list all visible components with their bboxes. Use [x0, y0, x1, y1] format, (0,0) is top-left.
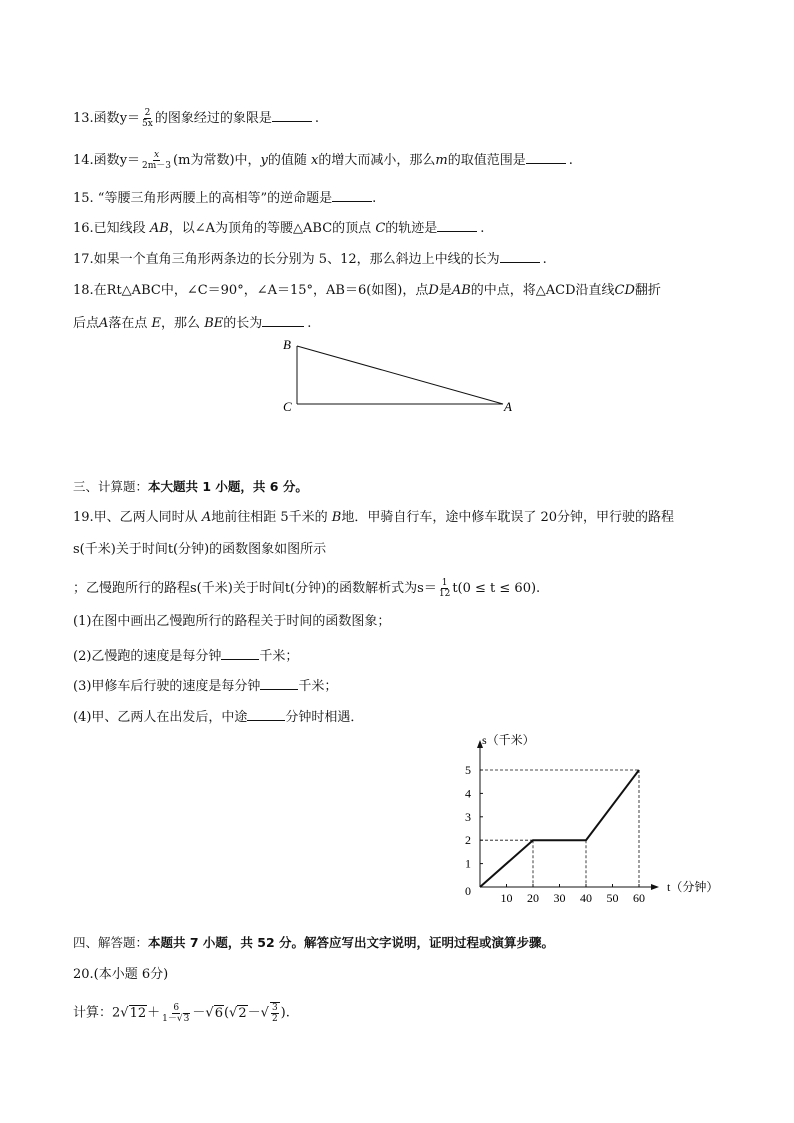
y-tick-label: 2	[465, 833, 471, 848]
answer-blank[interactable]	[437, 219, 477, 232]
x-tick-label: 60	[633, 891, 645, 905]
q19-text5: ；乙慢跑所行的路程s(千米)关于时间t(分钟)的函数解析式为s＝	[73, 581, 437, 596]
q20-den: 1－√3	[162, 1013, 190, 1024]
question-18-line1	[73, 283, 661, 299]
sec3-prefix: 三、计算题：	[73, 479, 149, 494]
triangle-figure	[275, 333, 525, 418]
q14-text4: 的取值范围是	[447, 153, 526, 168]
chart-labels	[465, 732, 718, 905]
label-b: B	[283, 337, 291, 352]
question-19-part2	[73, 647, 298, 665]
q20-den-r: 3	[183, 1013, 190, 1024]
q20-open: (	[223, 1005, 230, 1021]
origin-label: 0	[465, 884, 471, 898]
q18-var-d: D	[428, 283, 439, 298]
q20-radicand3: 6	[214, 1005, 223, 1021]
section-4-heading	[73, 935, 554, 951]
answer-blank[interactable]	[272, 109, 312, 122]
q15-text: 15. “等腰三角形两腰上的高相等”的逆命题是	[73, 191, 333, 206]
answer-blank[interactable]	[262, 314, 304, 327]
q19-num: 1	[441, 578, 448, 588]
q20-inner-fraction	[270, 1002, 280, 1024]
q20-close: ).	[280, 1005, 290, 1021]
q14-end: .	[568, 153, 573, 168]
q13-text: 的图象经过的象限是	[154, 111, 272, 126]
q19-p2a: (2)乙慢跑的速度是每分钟	[73, 649, 222, 664]
q18-text8: 的长为	[223, 316, 263, 331]
q20-inner-den: 2	[271, 1014, 278, 1024]
y-tick-label: 1	[465, 856, 471, 871]
q17-text: 17.如果一个直角三角形两条边的长分别为 5、12，那么斜边上中线的长为	[73, 252, 500, 267]
section-3-heading	[73, 479, 308, 495]
question-13	[73, 108, 319, 129]
x-tick-label: 50	[606, 891, 619, 905]
question-19-line2	[73, 542, 326, 558]
q20-fraction	[161, 1003, 191, 1024]
q18-var-ab: AB	[451, 283, 471, 298]
q18-text4: 翻折	[634, 283, 661, 298]
q13-fraction	[141, 108, 154, 129]
q20-radicand4: 2	[238, 1005, 247, 1021]
q16-var-c: C	[375, 221, 386, 236]
y-tick-label: 3	[465, 809, 471, 824]
q20-minus: －	[192, 1005, 206, 1021]
q20-radicand1: 12	[129, 1005, 147, 1021]
y-tick-label: 5	[465, 763, 471, 777]
q14-text1: (m为常数)中，	[173, 153, 261, 168]
answer-blank[interactable]	[332, 189, 372, 202]
answer-blank[interactable]	[526, 151, 566, 164]
q19-p2b: 千米；	[259, 649, 299, 664]
q20-den-a: 1－	[162, 1013, 177, 1024]
q19-text6: t(0 ≤ t ≤ 60).	[452, 581, 541, 596]
q13-den: 5x	[142, 119, 153, 129]
q16-prefix: 16.已知线段	[73, 221, 150, 236]
q19-text4: s(千米)关于时间t(分钟)的函数图象如图所示	[73, 542, 327, 557]
x-tick-label: 40	[580, 891, 592, 905]
y-axis-label: s（千米）	[482, 733, 535, 747]
q14-var-x: x	[311, 153, 319, 168]
q19-p4a: (4)甲、乙两人在出发后，中途	[73, 710, 248, 725]
q14-text3: 的增大而减小，那么	[318, 153, 436, 168]
question-14	[73, 150, 573, 171]
q16-end: .	[480, 221, 485, 236]
question-19-line3	[73, 578, 540, 599]
answer-blank[interactable]	[260, 677, 298, 690]
q18-var-e: E	[151, 316, 162, 331]
q14-den: 2m－3	[142, 161, 172, 171]
q19-text3: 地．甲骑自行车，途中修车耽误了 20分钟，甲行驶的路程	[341, 510, 674, 525]
answer-blank[interactable]	[500, 250, 540, 263]
q19-p3b: 千米；	[298, 679, 338, 694]
q14-y: y＝	[119, 153, 141, 168]
y-tick-label: 4	[465, 786, 471, 801]
x-axis-arrow	[651, 884, 659, 890]
q19-var-b: B	[331, 510, 342, 525]
q18-text3: 的中点，将△ACD沿直线	[470, 283, 615, 298]
chart-axes	[477, 740, 659, 890]
label-a: A	[504, 399, 512, 414]
q20-num: 6	[173, 1002, 180, 1013]
q18-var-be: BE	[204, 316, 224, 331]
q19-den: 12	[438, 589, 451, 599]
q18-end: .	[307, 316, 312, 331]
q18-text5: 后点	[73, 316, 100, 331]
q19-p1: (1)在图中画出乙慢跑所行的路程关于时间的函数图象；	[73, 614, 391, 629]
chart-series	[480, 770, 639, 887]
distance-time-chart	[440, 730, 740, 910]
x-tick-label: 20	[527, 891, 539, 905]
q17-end: .	[542, 252, 547, 267]
q19-text2: 地前往相距 5千米的	[211, 510, 332, 525]
q18-text7: ，那么	[161, 316, 205, 331]
question-18-line2	[73, 314, 311, 332]
q14-var-m: m	[435, 153, 448, 168]
x-tick-label: 30	[553, 891, 566, 905]
question-19-part3	[73, 677, 337, 695]
q19-fraction	[438, 578, 451, 599]
series-line-jia	[480, 770, 639, 887]
x-tick-label: 10	[500, 891, 513, 905]
q20-coef: 2	[112, 1005, 121, 1021]
question-16	[73, 219, 484, 237]
q19-p3a: (3)甲修车后行驶的速度是每分钟	[73, 679, 261, 694]
q18-var-cd: CD	[614, 283, 635, 298]
q16-var-ab: AB	[149, 221, 169, 236]
q13-end: .	[314, 111, 320, 126]
q20-plus: ＋	[147, 1005, 161, 1021]
q18-var-a: A	[99, 316, 109, 331]
q18-text2: 是	[438, 283, 452, 298]
question-20-expression: 计算：2√12＋ $\frac{6}{1-√3}$ －√6(√2－√ $\frac{3}{2}$ ).	[73, 1002, 290, 1024]
q14-fraction	[141, 150, 172, 171]
q18-text6: 落在点	[108, 316, 152, 331]
q20-title: 20.(本小题 6分)	[73, 967, 169, 982]
sec4-bold: 本题共 7 小题，共 52 分。解答应写出文字说明，证明过程或演算步骤。	[148, 935, 555, 950]
answer-blank[interactable]	[247, 708, 285, 721]
q19-p4b: 分钟时相遇．	[285, 710, 364, 725]
q19-text1: 19.甲、乙两人同时从	[73, 510, 202, 525]
side-ab	[297, 346, 503, 404]
sec4-prefix: 四、解答题：	[73, 935, 149, 950]
q13-prefix: 13.函数	[73, 111, 120, 126]
q13-num: 2	[144, 108, 151, 118]
question-19-part1	[73, 614, 390, 630]
q16-text2: 的轨迹是	[385, 221, 438, 236]
q20-minus2: －	[247, 1005, 261, 1021]
q14-text2: 的值随	[267, 153, 312, 168]
q18-text1: 18.在Rt△ABC中，∠C＝90°，∠A＝15°，AB＝6(如图)，点	[73, 283, 429, 298]
q19-var-a: A	[201, 510, 212, 525]
q14-var-y: y	[260, 153, 268, 168]
q13-y: y＝	[119, 111, 141, 126]
q14-prefix: 14.函数	[73, 153, 120, 168]
question-17	[73, 250, 547, 268]
question-19-line1	[73, 510, 674, 526]
answer-blank[interactable]	[221, 647, 259, 660]
x-axis-label: t（分钟）	[667, 880, 719, 894]
question-19-part4	[73, 708, 363, 726]
chart-guides	[480, 770, 639, 887]
q20-calc: 计算：	[73, 1005, 113, 1021]
sec3-bold: 本大题共 1 小题，共 6 分。	[148, 479, 308, 494]
question-15	[73, 189, 376, 207]
q15-end: .	[372, 191, 377, 206]
q14-num: x	[154, 150, 160, 160]
label-c: C	[283, 399, 292, 414]
q16-text1: ，以∠A为顶角的等腰△ABC的顶点	[168, 221, 376, 236]
question-20-title	[73, 967, 168, 983]
q20-inner-num: 3	[271, 1003, 278, 1013]
